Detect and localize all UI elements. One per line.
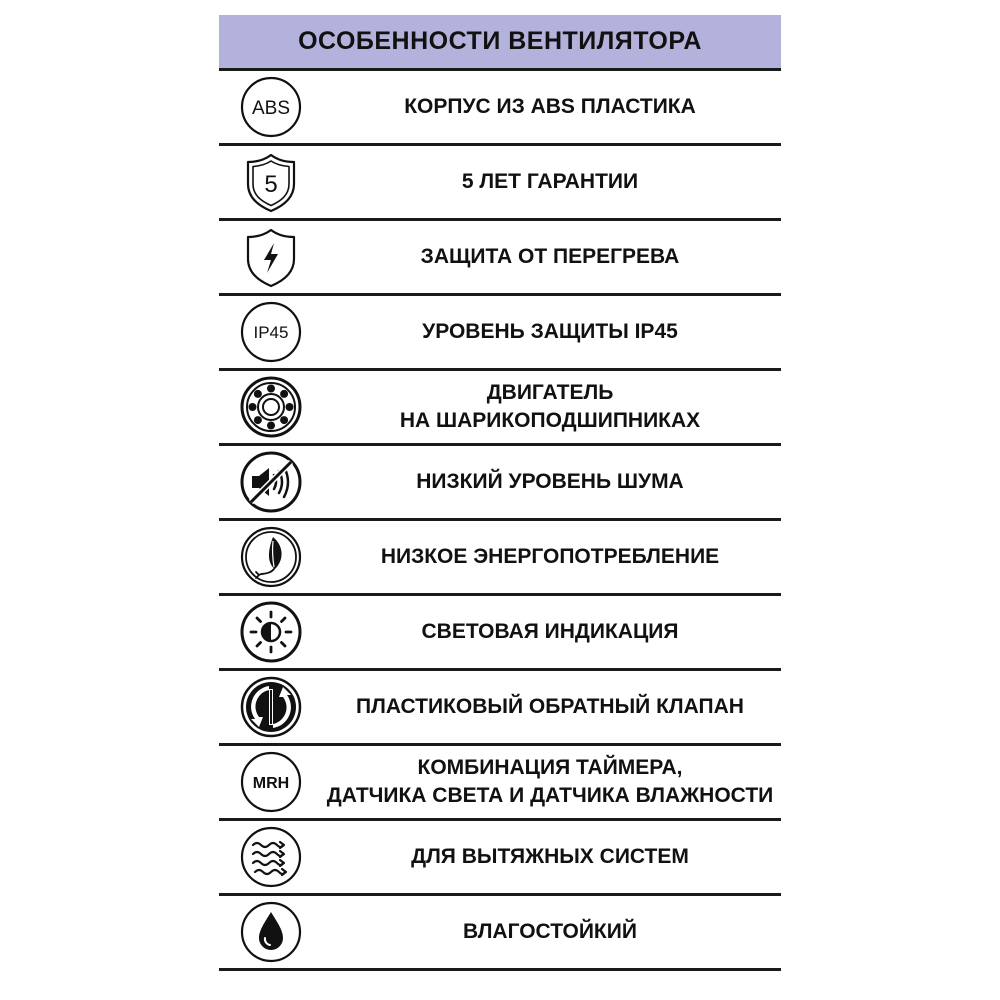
muted-speaker-icon [239,450,303,514]
check-valve-icon [239,675,303,739]
feature-row [219,521,781,596]
feature-row [219,146,781,221]
feature-label: НИЗКИЙ УРОВЕНЬ ШУМА [416,470,684,493]
feature-label: ЗАЩИТА ОТ ПЕРЕГРЕВА [420,245,680,268]
feature-row [219,596,781,671]
feature-label: ПЛАСТИКОВЫЙ ОБРАТНЫЙ КЛАПАН [356,695,744,718]
water-drop-icon [239,900,303,964]
feature-row [219,296,781,371]
light-indicator-icon [239,600,303,664]
ip45-icon [239,300,303,364]
feature-row [219,221,781,296]
features-header [219,15,781,71]
feature-label: ДЛЯ ВЫТЯЖНЫХ СИСТЕМ [411,845,689,868]
ball-bearing-icon [239,375,303,439]
feature-row [219,821,781,896]
lightning-shield-icon [239,225,303,289]
features-panel [219,15,781,971]
warranty-shield-icon [239,150,303,214]
feature-row [219,446,781,521]
exhaust-waves-icon [239,825,303,889]
feature-label: ДВИГАТЕЛЬ НА ШАРИКОПОДШИПНИКАХ [399,381,701,432]
page-title: ОСОБЕННОСТИ ВЕНТИЛЯТОРА [298,27,702,55]
abs-icon [239,75,303,139]
feature-label: КОРПУС ИЗ ABS ПЛАСТИКА [404,95,696,118]
mrh-icon-text: MRH [252,775,290,792]
feature-row [219,671,781,746]
feature-row [219,896,781,971]
mrh-icon [239,750,303,814]
abs-icon-text: ABS [251,98,291,119]
feature-label: 5 ЛЕТ ГАРАНТИИ [461,170,639,193]
feature-label: СВЕТОВАЯ ИНДИКАЦИЯ [421,620,679,643]
feature-row [219,746,781,821]
feature-label: ВЛАГОСТОЙКИЙ [463,920,637,943]
ip45-icon-text: IP45 [253,323,289,342]
feature-row [219,371,781,446]
feature-label: НИЗКОЕ ЭНЕРГОПОТРЕБЛЕНИЕ [380,545,720,568]
feature-row [219,71,781,146]
eco-leaf-icon [239,525,303,589]
feature-label: КОМБИНАЦИЯ ТАЙМЕРА, ДАТЧИКА СВЕТА И ДАТЧИКА ВЛАЖНОСТИ [326,756,774,807]
warranty-years-text: 5 [264,171,278,198]
feature-label: УРОВЕНЬ ЗАЩИТЫ IP45 [422,320,678,343]
